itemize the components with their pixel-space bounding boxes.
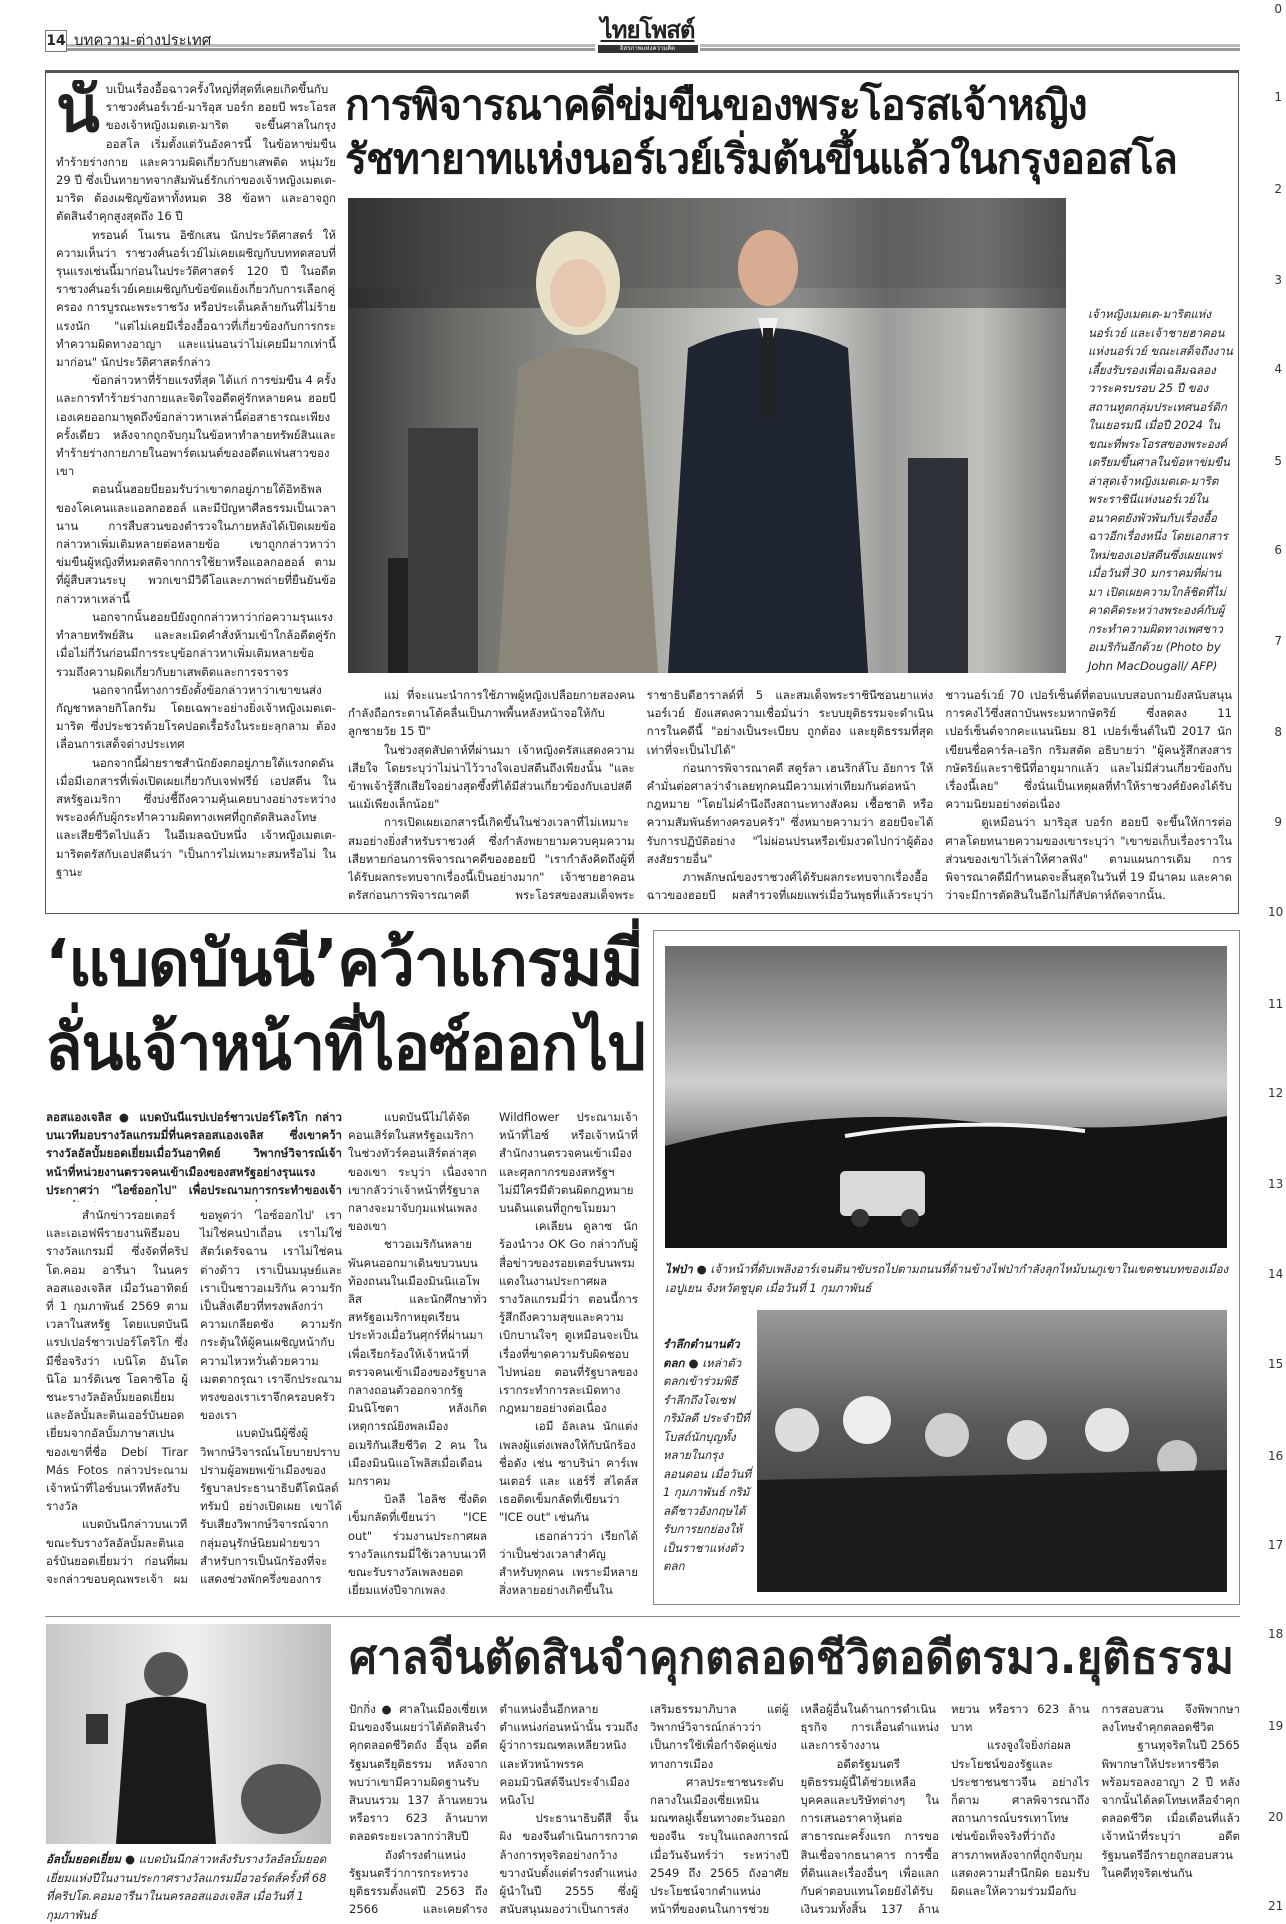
ruler-mark: 20 xyxy=(1268,1810,1284,1824)
paragraph: แรงจูงใจยิ่งก่อผลประโยชน์ของรัฐและประชาชนชาวจีน อย่างไรก็ตาม ศาลพิจารณาถึงสถานการณ์บรรเทาโทษ เช่นข้อเท็จจริงที่ว่าถังสารภาพหลังจากที่ถูกจับกุม แสดงความสำนึกผิด ยอมรับผิดและให้ความร่วมมือกับการสอบสวน จึงพิพากษาลงโทษจำคุกตลอดชีวิต xyxy=(951,1702,1240,1899)
bad-bunny-photo xyxy=(46,1624,331,1844)
ruler-mark: 17 xyxy=(1268,1538,1284,1552)
clowns-caption xyxy=(663,1335,753,1576)
caption-label: ไฟป่า ● xyxy=(665,1262,707,1276)
section-title: บทความ-ต่างประเทศ xyxy=(74,31,212,49)
paragraph: แบดบันนีกล่าวบนเวทีขณะรับรางวัลอัลบั้มละตินเออร์บันยอดเยี่ยมว่า ก่อนที่ผมจะกล่าวขอบคุณพระเจ้า ผมขอพูดว่า 'ไอซ์ออกไป' เราไม่ใช่คนป่าเถื่อน เราไม่ใช่สัตว์เดรัจฉาน เราไม่ใช่คนต่างด้าว เราเป็นมนุษย์และเราเป็นชาวอเมริกัน ความรักเป็นสิ่งเดียวที่ทรงพลังกว่าความเกลียดชัง ความรักกระตุ้นให้ผู้คนเผชิญหน้ากับความไหวหวั่นด้วยความเมตตากรุณา เราจึกประณามทรงของเราเราจึกครอบครัวของเรา xyxy=(46,1208,342,1587)
ruler-mark: 4 xyxy=(1274,362,1282,376)
paragraph: นอกจากนี้ฝ่ายราชสำนักยังตกอยู่ภายใต้แรงกดดันเมื่อมีเอกสารที่เพิ่งเปิดเผยเกี่ยวกับเจฟฟรีย์ เอปสตีน ในสหรัฐอเมริกา ซึ่งบ่งชี้ถึงความคุ้นเคยบางอย่างระหว่างพระองค์กับผู้กระทำความผิดทางเพศที่ถูกตัดสินลงโทษและเสียชีวิตไปแล้ว ในอีเมลฉบับหนึ่ง เจ้าหญิงเมตเต-มาริตตรัสกับเอปสตีนว่า "เป็นการไม่เหมาะสมหรือไม่ ในฐานะ xyxy=(56,755,336,879)
ruler-mark: 12 xyxy=(1268,1086,1284,1100)
lead-text: ศาลในเมืองเซี่ยเหมินของจีนเผยว่าได้ตัดสินจำคุกตลอดชีวิตถัง อี้จุน อดีตรัฐมนตรียุติธรรม หลังจากพบว่าเขามีความผิดฐานรับสินบนรวม 137 ล้านหยวน หรือราว 623 ล้านบาท ตลอดระยะเวลากว่าสิบปี xyxy=(349,1702,488,1844)
paragraph: ก่อนการพิจารณาคดี สตูร์ลา เฮนริกส์โบ อัยการ ให้คำมั่นต่อศาลว่าจำเลยทุกคนมีความเท่าเทียมกันต่อหน้ากฎหมาย "โดยไม่คำนึงถึงสถานะทางสังคม เชื้อชาติ หรือความสัมพันธ์ทางครอบครัว" ซึ่งหมายความว่า ฮอยบีจะได้รับการปฏิบัติอย่าง "ไม่ผ่อนปรนหรือเข้มงวดไปกว่าผู้ต้องสงสัยรายอื่น" xyxy=(646,760,934,866)
paragraph: แบดบันนีไม่ได้จัดคอนเสิร์ตในสหรัฐอเมริกาในช่วงทัวร์คอนเสิร์ตล่าสุดของเขา ระบุว่า เนื่องจากเขากลัวว่าเจ้าหน้าที่รัฐบาลกลางจะมาจับกุมแฟนเพลงของเขา xyxy=(348,1110,487,1234)
article1-lead: บเป็นเรื่องอื้อฉาวครั้งใหญ่ที่สุดที่เคยเกิดขึ้นกับราชวงศ์นอร์เวย์-มาริอุส บอร์ก ฮอยบี พระโอรสของเจ้าหญิงเมตเต-มาริต จะขึ้นศาลในกรุงออสโล เริ่มตั้งแต่วันอังคารนี้ ในข้อหาข่มขืน ทำร้ายร่างกาย และความผิดเกี่ยวกับยาเสพติด หนุ่มวัย 29 ปี ซึ่งเป็นทายาทจากสัมพันธ์รักเก่าของเจ้าหญิงเมตเต-มาริต ต้องเผชิญข้อหาทั้งหมด 38 ข้อหา และอาจถูกตัดสินจำคุกสูงสุดถึง 16 ปี xyxy=(56,82,336,224)
paragraph: นอกจากนั้นฮอยบียังถูกกล่าวหาว่าก่อความรุนแรงทำลายทรัพย์สิน และละเมิดคำสั่งห้ามเข้าใกล้อดีตคู่รัก เมื่อไม่กี่วันก่อนมีการระบุข้อกล่าวหาเพิ่มเติมหลายข้อ รวมถึงความผิดเกี่ยวกับยาเสพติดและการจราจร xyxy=(56,609,336,679)
ruler-mark: 19 xyxy=(1268,1719,1284,1733)
lead-text: แบดบันนีแรปเปอร์ชาวเปอร์โตริโก กล่าวบนเวทีมอบรางวัลแกรมมี่ที่นครลอสแองเจลิส ซึ่งเขาคว้ารางวัลอัลบั้มยอดเยี่ยมเมื่อวันอาทิตย์ วิพากษ์วิจารณ์เจ้าหน้าที่หน่วยงานตรวจคนเข้าเมืองของสหรัฐอย่างรุนแรง ประกาศว่า "ไอซ์ออกไป" เพื่อประณามการกระทำของเจ้า xyxy=(46,1110,342,1197)
clowns-photo xyxy=(757,1310,1227,1592)
article1-left-column xyxy=(56,80,336,906)
paragraph: แม่ ที่จะแนะนำการใช้ภาพผู้หญิงเปลือยกายสองคนกำลังถือกระดานโต้คลื่นเป็นภาพพื้นหลังหน้าจอให้กับลูกชายวัย 15 ปี" xyxy=(348,688,635,739)
newspaper-logo xyxy=(595,16,700,56)
paragraph: เธอกล่าวว่า เรียกได้ว่าเป็นช่วงเวลาสำคัญสำหรับทุกคน เพราะมีหลายสิ่งหลายอย่างเกิดขึ้นใน xyxy=(499,1528,638,1598)
wildfire-photo xyxy=(665,946,1227,1248)
logo-tagline: อิสรภาพแห่งความคิด xyxy=(598,45,698,53)
ruler-mark: 1 xyxy=(1274,90,1282,104)
article1-bottom-columns xyxy=(348,686,1232,908)
royal-couple-photo xyxy=(348,198,1066,673)
wildfire-illustration xyxy=(665,946,1227,1248)
paragraph: เคเลียน ดูลาซ นักร้องนำวง OK Go กล่าวกับผู้สื่อข่าวของรอยเตอร์บนพรมแดงในงานประกาศผลรางวัลแกรมมี่ว่า ตอนนี้การรู้สึกถึงความสุขและความเบิกบานใจๆ ดูเหมือนจะเป็นเรื่องที่ขาดความรับผิดชอบไปหน่อย ตอนที่รัฐบาลของเรากระทำการละเมิดทางกฎหมายอย่างต่อเนื่อง xyxy=(499,1219,638,1416)
ruler-mark: 5 xyxy=(1274,454,1282,468)
caption-text: เหล่าตัวตลกเข้าร่วมพิธีรำลึกถึงโจเซฟ กริมัลดี ประจำปีที่โบสถ์นักบุญทั้งหลายในกรุงลอนดอน เมื่อวันที่ 1 กุมภาพันธ์ กริมัลดีชาวอังกฤษได้รับการยกย่องให้เป็นราชาแห่งตัวตลก xyxy=(663,1355,752,1573)
article2-columns-right xyxy=(348,1108,638,1606)
article3-headline: ศาลจีนตัดสินจำคุกตลอดชีวิตอดีตรมว.ยุติธรรม xyxy=(349,1631,1235,1684)
ruler-mark: 0 xyxy=(1274,2,1282,16)
ruler-mark: 15 xyxy=(1268,1357,1284,1371)
paragraph: ตอนนั้นฮอยบียอมรับว่าเขาตกอยู่ภายใต้อิทธิพลของโคเคนและแอลกอฮอล์ และมีปัญหาศีลธรรมเป็นเวลานาน การสืบสวนของตำรวจในภายหลังได้เปิดเผยข้อกล่าวหาเพิ่มเติมหลายต่อหลายข้อ เขาถูกกล่าวหาว่าข่มขืนผู้หญิงที่หมดสติจากการใช้ยาหรือแอลกอฮอล์ ตามที่ผู้สืบสวนระบุ พวกเขามีวิดีโอและภาพถ่ายที่ยืนยันข้อกล่าวหาเหล่านี้ xyxy=(56,482,336,606)
article3-headline-wrap xyxy=(349,1628,1234,1688)
ruler-mark: 6 xyxy=(1274,543,1282,557)
paragraph: ถังดำรงตำแหน่งรัฐมนตรีว่าการกระทรวงยุติธรรมตั้งแต่ปี 2563 ถึง 2566 และเคยดำรงตำแหน่งอื่นอีกหลายตำแหน่งก่อนหน้านั้น รวมถึงผู้ว่าการมณฑลเหลียวหนิง และหัวหน้าพรรคคอมมิวนิสต์จีนประจำเมืองหนิงโป xyxy=(349,1702,638,1917)
ruler-mark: 2 xyxy=(1274,182,1282,196)
paragraph: ประธานาธิบดีสี จิ้นผิง ของจีนดำเนินการกวาดล้างการทุจริตอย่างกว้างขวางนับตั้งแต่ดำรงตำแหน่งผู้นำในปี 2555 ซึ่งผู้สนับสนุนมองว่าเป็นการส่งเสริมธรรมาภิบาล แต่ผู้วิพากษ์วิจารณ์กล่าวว่าเป็นการใช้เพื่อกำจัดคู่แข่งทางการเมือง xyxy=(499,1702,789,1917)
article2-columns-left xyxy=(46,1206,342,1606)
paragraph: ฐานทุจริตในปี 2565 พิพากษาให้ประหารชีวิตพร้อมรอลงอาญา 2 ปี หลังจากนั้นได้ลดโทษเหลือจำคุกตลอดชีวิต เมื่อเดือนที่แล้วเจ้าหน้าที่ระบุว่า อดีตรัฐมนตรีอีกรายถูกสอบสวนในคดีทุจริตเช่นกัน xyxy=(1101,1738,1240,1880)
headline-line: ลั่นเจ้าหน้าที่ไอซ์ออกไป xyxy=(45,1011,645,1085)
drop-cap: นั xyxy=(56,80,100,147)
clowns-illustration xyxy=(757,1310,1227,1592)
ruler-mark: 9 xyxy=(1274,815,1282,829)
paragraph: แบดบันนีผู้ซึ่งผู้วิพากษ์วิจารณ์นโยบายปราบปรามผู้อพยพเข้าเมืองของรัฐบาลประธานาธิบดีโดนัลด์ ทรัมป์ อย่างเปิดเผย เขาได้รับเสียงวิพากษ์วิจารณ์จากกลุ่มอนุรักษ์นิยมฝ่ายขวาสำหรับการเป็นนักร้องที่จะแสดงช่วงพักครึ่งของการ xyxy=(200,1426,342,1587)
article3-columns xyxy=(349,1700,1240,1920)
headline-line: รัชทายาทแห่งนอร์เวย์เริ่มต้นขึ้นแล้วในกรุงออสโล xyxy=(345,135,1177,183)
caption-text: เจ้าหน้าที่ดับเพลิงอาร์เจนตินาขับรถไปตามถนนที่ด้านข้างไฟป่ากำลังลุกไหม้บนภูเขาในเขตชนบทของเมืองเอปูเยน จังหวัดชูบุต เมื่อวันที่ 1 กุมภาพันธ์ xyxy=(665,1262,1229,1295)
bad-bunny-caption xyxy=(46,1850,336,1924)
ruler-mark: 11 xyxy=(1268,997,1284,1011)
paragraph: ทรอนด์ โนเรน อิซักเสน นักประวัติศาสตร์ ให้ความเห็นว่า ราชวงศ์นอร์เวย์ไม่เคยเผชิญกับบททดสอบที่รุนแรงเช่นนี้มาก่อนในประวัติศาสตร์ 120 ปี ในอดีตราชวงศ์นอร์เวย์เคยเผชิญกับข้อขัดแย้งเกี่ยวกับการเลือกคู่ครอง การบูรณะพระราชวัง หรือประเด็นคล้ายกันที่ไม่ร้ายแรงนัก "แต่ไม่เคยมีเรื่องอื้อฉาวที่เกี่ยวข้องกับการกระทำความผิดทางอาญา และแน่นอนว่าไม่เคยมีมากเท่านี้มาก่อน" นักประวัติศาสตร์กล่าว xyxy=(56,227,336,370)
ruler-mark: 13 xyxy=(1268,1177,1284,1191)
page-number: 14 xyxy=(45,30,67,52)
dateline: ปักกิ่ง ● xyxy=(349,1702,394,1716)
caption-text: แบดบันนีกล่าวหลังรับรางวัลอัลบั้มยอดเยี่ยมแห่งปีในงานประกาศรางวัลแกรมมี่อวอร์ดส์ครั้งที่ 68 ที่คริปโต.คอมอารีนาในนครลอสแองเจลิส เมื่อวันที่ 1 กุมภาพันธ์ xyxy=(46,1852,327,1922)
paragraph: ภาพลักษณ์ของราชวงศ์ได้รับผลกระทบจากเรื่องอื้อฉาวของฮอยบี ผลสำรวจที่เผยแพร่เมื่อวันพุธที่แล้วระบุว่า ชาวนอร์เวย์ 70 เปอร์เซ็นต์ที่ตอบแบบสอบถามยังสนับสนุนการคงไว้ซึ่งสถาบันพระมหากษัตริย์ ซึ่งลดลง 11 เปอร์เซ็นต์จากคะแนนนิยม 81 เปอร์เซ็นต์ในปี 2017 นักเขียนชื่อคาร์ล-เอริก กริมสตัด อธิบายว่า "ผู้คนรู้สึกสงสารกษัตริย์และราชินีที่อายุมากแล้ว และไม่มีส่วนเกี่ยวข้องกับเรื่องนี้เลย" ซึ่งนั่นเป็นเหตุผลที่ทำให้ราชวงศ์ยังคงได้รับความนิยมอย่างต่อเนื่อง xyxy=(646,688,1232,903)
headline-line: การพิจารณาคดีข่มขืนของพระโอรสเจ้าหญิง xyxy=(345,81,1087,129)
paragraph: การเปิดเผยเอกสารนี้เกิดขึ้นในช่วงเวลาที่ไม่เหมาะสมอย่างยิ่งสำหรับราชวงศ์ ซึ่งกำลังพยายามควบคุมความเสียหายก่อนการพิจารณาคดีของฮอยบี "เรากำลังคิดถึงผู้ที่ได้รับผลกระทบจากเรื่องนี้เป็นอย่างมาก" เจ้าชายฮาคอนตรัสก่อนการพิจารณาคดี พระโอรสของสมเด็จพระราชาธิบดีฮาราลด์ที่ 5 และสมเด็จพระราชินีซอนยาแห่งนอร์เวย์ ยังแสดงความเชื่อมั่นว่า ระบบยุติธรรมจะดำเนินการในคดีนี้ "อย่างเป็นระเบียบ ถูกต้อง และยุติธรรมที่สุดเท่าที่จะเป็นไปได้" xyxy=(348,688,934,903)
royal-photo-caption: เจ้าหญิงเมตเต-มาริตแห่งนอร์เวย์ และเจ้าชายฮาคอนแห่งนอร์เวย์ ขณะเสด็จถึงงานเลี้ยงรับรองเพื่อเฉลิมฉลองวาระครบรอบ 25 ปี ของสถานทูตกลุ่มประเทศนอร์ดิกในเยอรมนี เมื่อปี 2024 ในขณะที่พระโอรสของพระองค์เตรียมขึ้นศาลในข้อหาข่มขืน ล่าสุดเจ้าหญิงเมตเต-มาริต พระราชินีแห่งนอร์เวย์ในอนาคตยังพัวพันกับเรื่องอื้อฉาวอีกเรื่องหนึ่ง โดยเอกสารใหม่ของเอปสตีนซึ่งเผยแพร่เมื่อวันที่ 30 มกราคมที่ผ่านมา เปิดเผยความใกล้ชิดที่ไม่คาดคิดระหว่างพระองค์กับผู้กระทำความผิดทางเพศชาวอเมริกันอีกด้วย (Photo by John MacDougall/ AFP) xyxy=(1088,307,1233,673)
ruler-mark: 3 xyxy=(1274,273,1282,287)
paragraph: อดีตรัฐมนตรียุติธรรมผู้นี้ได้ช่วยเหลือบุคคลและบริษัทต่างๆ ในการเสนอราคาหุ้นต่อสาธารณะครั้งแรก การขอสินเชื่อจากธนาคาร การซื้อที่ดินและเรื่องอื่นๆ เพื่อแลกกับค่าตอบแทนโดยยังได้รับเงินรวมทั้งสิ้น 137 ล้านหยวน หรือราว 623 ล้านบาท xyxy=(800,1702,1090,1917)
logo-name: ไทยโพสต์ xyxy=(600,16,695,44)
article1-headline xyxy=(345,78,1230,186)
paragraph: บิลลี ไอลิช ซึ่งติดเข็มกลัดที่เขียนว่า "ICE out" ร่วมงานประกาศผลรางวัลแกรมมี่ใช้เวลาบนเวทีขณะรับรางวัลเพลงยอดเยี่ยมแห่งปีจากเพลง Wildflower ประณามเจ้าหน้าที่ไอซ์ หรือเจ้าหน้าที่สำนักงานตรวจคนเข้าเมืองและศุลกากรของสหรัฐฯ ไม่มีใครมีตัวตนผิดกฎหมายบนดินแดนที่ถูกขโมยมา xyxy=(348,1110,638,1598)
article2-headline xyxy=(45,922,645,1090)
ruler-mark: 16 xyxy=(1268,1449,1284,1463)
ruler-mark: 18 xyxy=(1268,1627,1284,1641)
paragraph: ดูเหมือนว่า มาริอุส บอร์ก ฮอยบี จะขึ้นให้การต่อศาลโดยทนายความของเขาระบุว่า "เขาขอเก็บเรื่องราวในส่วนของเขาไว้เล่าให้ศาลฟัง" ตามแผนการเดิม การพิจารณาคดีมีกำหนดจะสิ้นสุดในวันที่ 19 มีนาคม และคาดว่าจะมีการตัดสินในอีกไม่กี่สัปดาห์ถัดจากนั้น. xyxy=(945,815,1232,903)
caption-label: อัลบั้มยอดเยี่ยม ● xyxy=(46,1852,135,1866)
ruler-mark: 8 xyxy=(1274,725,1282,739)
article3-top-rule xyxy=(45,1616,1240,1617)
article2-lead xyxy=(46,1108,342,1202)
caption-label: รำลึกตำนานตัวตลก ● xyxy=(663,1337,740,1370)
paragraph: นอกจากนี้ทางการยังตั้งข้อกล่าวหาว่าเขาขนส่งกัญชาหลายกิโลกรัม โดยเฉพาะอย่างยิ่งเจ้าหญิงเมตเต-มาริต ซึ่งประชวรด้วยโรคปอดเรื้อรังในระยะลุกลาม ต้องเลื่อนการเสด็จต่างประเทศ xyxy=(56,682,336,752)
paragraph xyxy=(349,1700,488,1846)
ruler-mark: 7 xyxy=(1274,634,1282,648)
paragraph: ชาวอเมริกันหลายพันคนออกมาเดินขบวนบนท้องถนนในเมืองมินนิแอโพลิส และนักศึกษาทั่วสหรัฐอเมริกาหยุดเรียนประท้วงเมื่อวันศุกร์ที่ผ่านมา เพื่อเรียกร้องให้เจ้าหน้าที่ตรวจคนเข้าเมืองของรัฐบาลกลางถอนตัวออกจากรัฐมินนิโซตา หลังเกิดเหตุการณ์ยิงพลเมืองอเมริกันเสียชีวิต 2 คน ในเมืองมินนิแอโพลิสเมื่อเดือนมกราคม xyxy=(348,1237,487,1489)
ruler-mark: 21 xyxy=(1268,1899,1284,1913)
paragraph: เอมี อัลเลน นักแต่งเพลงผู้แต่งเพลงให้กับนักร้องชื่อดัง เช่น ซาบริน่า คาร์เพนเตอร์ และ แฮร์รี่ สไตล์ส เธอติดเข็มกลัดที่เขียนว่า "ICE out" เช่นกัน xyxy=(499,1419,638,1525)
wildfire-caption xyxy=(665,1260,1230,1297)
photo-illustration xyxy=(348,198,1066,673)
ruler-mark: 14 xyxy=(1268,1267,1284,1281)
paragraph: ข้อกล่าวหาที่ร้ายแรงที่สุด ได้แก่ การข่มขืน 4 ครั้ง และการทำร้ายร่างกายและจิตใจอดีตคู่รักหลายคน ฮอยบีเองเคยออกมาพูดถึงข้อกล่าวหาเหล่านี้ต่อสาธารณะเพียงครั้งเดียว หลังจากถูกจับกุมในข้อหาทำลายทรัพย์สินและทำร้ายร่างกายภายในอพาร์ตเมนต์ของอดีตแฟนสาวของเขา xyxy=(56,373,336,479)
bad-bunny-illustration xyxy=(46,1624,331,1844)
headline-line: ‘แบดบันนี’คว้าแกรมมี่ xyxy=(45,927,643,1001)
dateline: ลอสแองเจลิส ● xyxy=(46,1110,133,1124)
paragraph: สำนักข่าวรอยเตอร์และเอเอฟพีรายงานพิธีมอบรางวัลแกรมมี่ ซึ่งจัดที่คริปโต.คอม อารีนา ในนครลอสแองเจลิส เมื่อวันอาทิตย์ที่ 1 กุมภาพันธ์ 2569 ตามเวลาในสหรัฐ โดยแบดบันนีแรปเปอร์ชาวเปอร์โตริโก ซึ่งมีชื่อจริงว่า เบนิโต อันโตนิโอ มาร์ติเนซ โอคาซิโอ ผู้ชนะรางวัลอัลบั้มยอดเยี่ยมและอัลบั้มละตินเออร์บันยอดเยี่ยมจากอัลบั้มภาษาสเปนของเขาที่ชื่อ Debí Tirar Más Fotos กล่าวประณามเจ้าหน้าที่ไอซ์บนเวทีหลังรับรางวัล xyxy=(46,1208,188,1514)
paragraph: ศาลประชาชนระดับกลางในเมืองเซี่ยเหมิน มณฑลฝูเจี้ยนทางตะวันออกของจีน ระบุในแถลงการณ์เมื่อวันจันทร์ว่า ระหว่างปี 2549 ถึง 2565 ถังอาศัยประโยชน์จากตำแหน่งหน้าที่ของตนในการช่วยเหลือผู้อื่นในด้านการดำเนินธุรกิจ การเลื่อนตำแหน่ง และการจ้างงาน xyxy=(650,1702,939,1917)
ruler-mark: 10 xyxy=(1268,905,1284,919)
paragraph: ในช่วงสุดสัปดาห์ที่ผ่านมา เจ้าหญิงตรัสแสดงความเสียใจ โดยระบุว่าไม่น่าไว้วางใจเอปสตีนถึงเพียงนั้น "และข้าพเจ้ารู้สึกเสียใจอย่างสุดซึ้งที่ได้มีส่วนเกี่ยวข้องกับเอปสตีนแม้เพียงเล็กน้อย" xyxy=(348,742,635,812)
